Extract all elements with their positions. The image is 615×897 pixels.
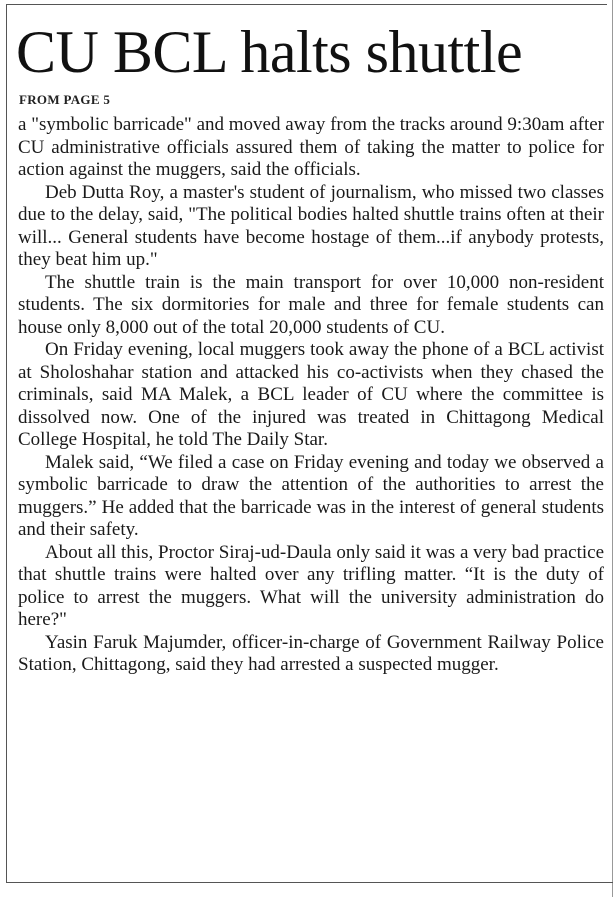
article-paragraph: Deb Dutta Roy, a master's student of journalism, who missed two classes due to the delay, said, "The political bodies halted shuttle trains often at their will... General students have become hostage of them...if anybody protests, they beat him up." xyxy=(18,181,604,270)
top-border-rule xyxy=(6,4,607,5)
bottom-border-rule xyxy=(6,882,613,883)
headline: CU BCL halts shuttle xyxy=(16,19,523,85)
article-paragraph: On Friday evening, local muggers took away the phone of a BCL activist at Sholoshahar station and attacked his co-activists when they chased the criminals, said MA Malek, a BCL leader of CU where the committee is dissolved now. One of the injured was treated in Chittagong Medical College Hospital, he told The Daily Star. xyxy=(18,339,604,450)
article-paragraph: The shuttle train is the main transport for over 10,000 non-resident students. The six dormitories for male and three for female students can house only 8,000 out of the total 20,000 students of CU. xyxy=(18,271,604,338)
left-border-rule xyxy=(6,4,7,883)
article-paragraph: Malek said, “We filed a case on Friday evening and today we observed a symbolic barricade to draw the attention of the authorities to arrest the muggers.” He added that the barricade was in the interest of general students and their safety. xyxy=(18,451,604,540)
article-paragraph: About all this, Proctor Siraj-ud-Daula only said it was a very bad practice that shuttle trains were halted over any trifling matter. “It is the duty of police to arrest the muggers. What will the university administration do here?" xyxy=(18,541,604,630)
continuation-kicker: FROM PAGE 5 xyxy=(19,92,111,107)
article-paragraph: Yasin Faruk Majumder, officer-in-charge of Government Railway Police Station, Chittagong, said they had arrested a suspected mugger. xyxy=(18,631,604,675)
article-body xyxy=(18,114,604,677)
article-paragraph: a "symbolic barricade" and moved away from the tracks around 9:30am after CU administrative officials assured them of taking the matter to police for action against the muggers, said the officials. xyxy=(18,114,604,180)
right-edge-rule xyxy=(612,0,613,897)
